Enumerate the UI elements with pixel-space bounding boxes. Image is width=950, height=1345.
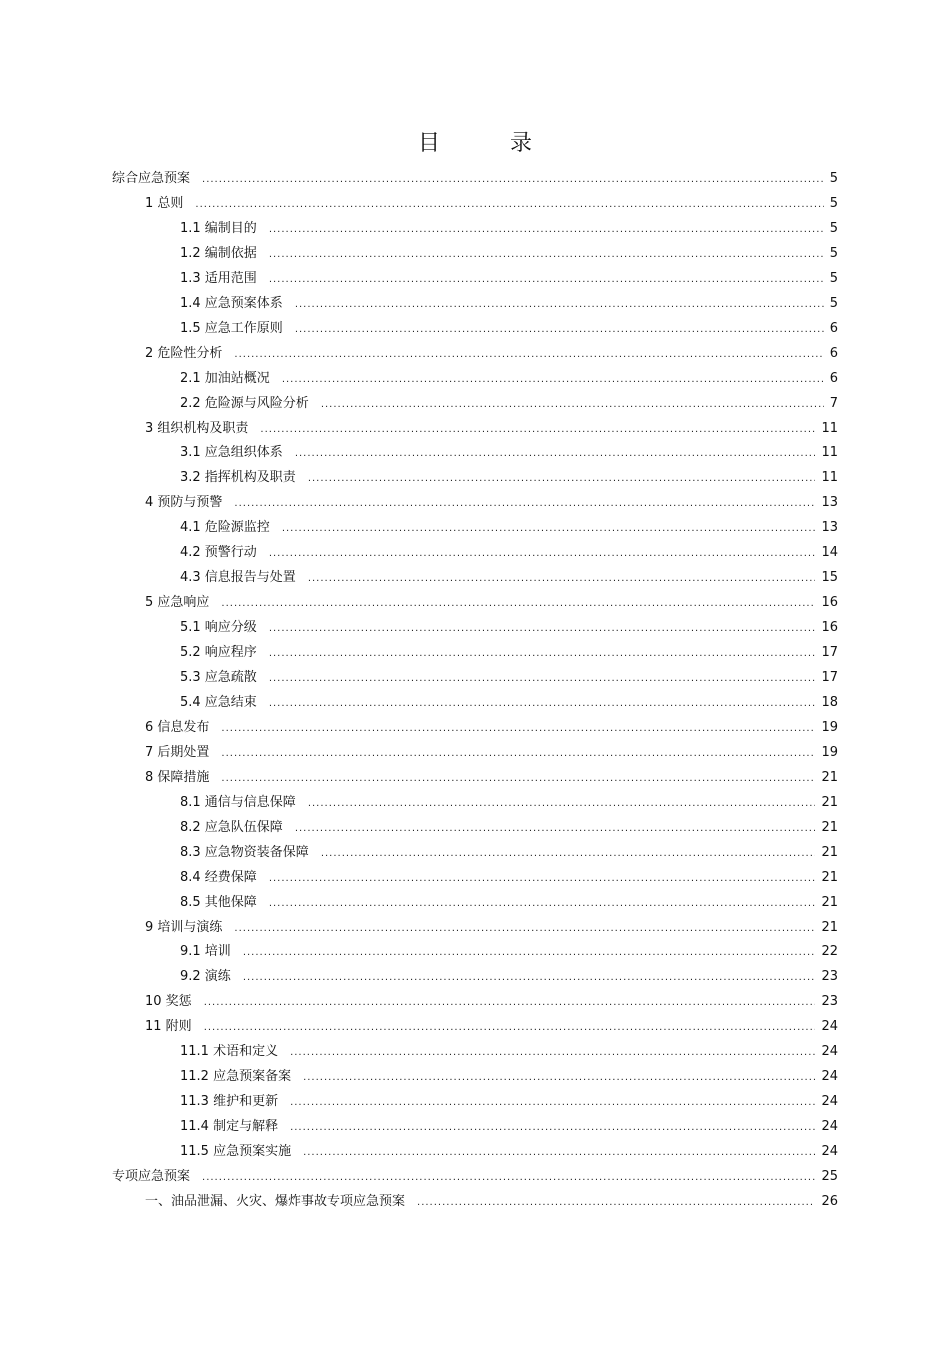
- toc-entry[interactable]: [180, 795, 838, 812]
- toc-entry-label: 5.1 响应分级: [180, 620, 257, 635]
- toc-entry-label: 1.1 编制目的: [180, 221, 257, 236]
- page-title: 目 录: [417, 131, 556, 156]
- toc-entry[interactable]: [180, 570, 838, 587]
- toc-entry-label: 一、油品泄漏、火灾、爆炸事故专项应急预案: [145, 1194, 406, 1209]
- toc-entry[interactable]: [180, 1044, 838, 1061]
- toc-entry-page: 5: [829, 196, 838, 211]
- toc-leader-dots: [202, 172, 824, 188]
- toc-entry[interactable]: [112, 171, 838, 188]
- toc-entry[interactable]: [145, 770, 838, 787]
- toc-entry-label: 4.2 预警行动: [180, 545, 257, 560]
- toc-entry-page: 5: [829, 221, 838, 236]
- toc-entry-label: 10 奖惩: [145, 994, 192, 1009]
- toc-entry-page: 23: [821, 969, 838, 984]
- toc-leader-dots: [290, 1120, 815, 1136]
- toc-entry-label: 9.2 演练: [180, 969, 231, 984]
- toc-leader-dots: [321, 397, 824, 413]
- toc-entry[interactable]: [180, 221, 838, 238]
- toc-leader-dots: [269, 896, 816, 912]
- toc-entry-page: 26: [821, 1194, 838, 1209]
- toc-entry-page: 6: [829, 346, 838, 361]
- toc-leader-dots: [195, 197, 823, 213]
- toc-leader-dots: [282, 521, 816, 537]
- toc-entry-page: 24: [821, 1144, 838, 1159]
- toc-entry-page: 6: [829, 321, 838, 336]
- toc-entry-page: 21: [821, 845, 838, 860]
- toc-entry-label: 5.3 应急疏散: [180, 670, 257, 685]
- toc-entry-page: 18: [821, 695, 838, 710]
- toc-entry-page: 5: [829, 271, 838, 286]
- toc-entry-page: 23: [821, 994, 838, 1009]
- toc-entry[interactable]: [180, 1094, 838, 1111]
- toc-entry[interactable]: [180, 944, 838, 961]
- toc-entry-page: 21: [821, 870, 838, 885]
- toc-entry[interactable]: [180, 321, 838, 338]
- toc-leader-dots: [295, 297, 824, 313]
- toc-entry[interactable]: [180, 695, 838, 712]
- toc-entry[interactable]: [112, 1169, 838, 1186]
- toc-entry-label: 3.1 应急组织体系: [180, 445, 283, 460]
- toc-entry-page: 24: [821, 1119, 838, 1134]
- toc-entry-label: 8.2 应急队伍保障: [180, 820, 283, 835]
- toc-entry-page: 7: [829, 396, 838, 411]
- toc-leader-dots: [308, 471, 816, 487]
- toc-entry-label: 3 组织机构及职责: [145, 421, 249, 436]
- toc-entry-label: 2.2 危险源与风险分析: [180, 396, 309, 411]
- toc-entry-label: 6 信息发布: [145, 720, 210, 735]
- toc-entry-page: 22: [821, 944, 838, 959]
- toc-entry[interactable]: [180, 670, 838, 687]
- toc-entry-label: 4.3 信息报告与处置: [180, 570, 296, 585]
- toc-entry-page: 21: [821, 820, 838, 835]
- toc-entry-page: 24: [821, 1069, 838, 1084]
- toc-leader-dots: [269, 222, 824, 238]
- toc-entry-page: 5: [829, 171, 838, 186]
- toc-entry-page: 17: [821, 670, 838, 685]
- toc-entry-page: 5: [829, 246, 838, 261]
- toc-entry-label: 11.1 术语和定义: [180, 1044, 279, 1059]
- toc-entry[interactable]: [180, 470, 838, 487]
- toc-entry-page: 5: [829, 296, 838, 311]
- toc-entry-label: 1.5 应急工作原则: [180, 321, 283, 336]
- toc-entry[interactable]: [145, 920, 838, 937]
- toc-entry[interactable]: [180, 870, 838, 887]
- toc-leader-dots: [290, 1095, 815, 1111]
- toc-entry-label: 综合应急预案: [112, 171, 191, 186]
- toc-entry-page: 6: [829, 371, 838, 386]
- toc-entry-label: 11.2 应急预案备案: [180, 1069, 292, 1084]
- toc-leader-dots: [282, 372, 824, 388]
- toc-entry-page: 13: [821, 495, 838, 510]
- toc-entry[interactable]: [145, 595, 838, 612]
- toc-entry[interactable]: [145, 196, 838, 213]
- toc-leader-dots: [221, 746, 815, 762]
- toc-entry-label: 8 保障措施: [145, 770, 210, 785]
- toc-entry[interactable]: [145, 745, 838, 762]
- toc-leader-dots: [295, 446, 816, 462]
- toc-entry[interactable]: [180, 296, 838, 313]
- toc-leader-dots: [234, 496, 815, 512]
- toc-entry-label: 8.5 其他保障: [180, 895, 257, 910]
- toc-entry-page: 11: [821, 421, 838, 436]
- toc-leader-dots: [303, 1145, 815, 1161]
- toc-leader-dots: [243, 970, 816, 986]
- toc-leader-dots: [269, 871, 816, 887]
- toc-leader-dots: [269, 696, 816, 712]
- toc-entry-label: 1.3 适用范围: [180, 271, 257, 286]
- toc-leader-dots: [269, 621, 816, 637]
- toc-entry[interactable]: [180, 371, 838, 388]
- toc-entry-label: 3.2 指挥机构及职责: [180, 470, 296, 485]
- toc-entry-page: 19: [821, 745, 838, 760]
- toc-leader-dots: [221, 596, 815, 612]
- toc-entry-page: 16: [821, 595, 838, 610]
- toc-entry-page: 25: [821, 1169, 838, 1184]
- toc-entry-label: 9 培训与演练: [145, 920, 223, 935]
- toc-entry-label: 1.4 应急预案体系: [180, 296, 283, 311]
- toc-entry[interactable]: [180, 620, 838, 637]
- toc-entry-page: 15: [821, 570, 838, 585]
- toc-entry-label: 1.2 编制依据: [180, 246, 257, 261]
- toc-entry[interactable]: [145, 994, 838, 1011]
- toc-entry[interactable]: [180, 645, 838, 662]
- toc-entry[interactable]: [180, 845, 838, 862]
- toc-entry[interactable]: [180, 246, 838, 263]
- toc-entry-page: 24: [821, 1094, 838, 1109]
- toc-leader-dots: [308, 571, 816, 587]
- toc-entry-label: 4 预防与预警: [145, 495, 223, 510]
- toc-entry[interactable]: [180, 445, 838, 462]
- toc-entry-label: 5.2 响应程序: [180, 645, 257, 660]
- toc-entry[interactable]: [145, 1019, 838, 1036]
- toc-entry-label: 9.1 培训: [180, 944, 231, 959]
- toc-leader-dots: [308, 796, 816, 812]
- toc-entry-label: 8.1 通信与信息保障: [180, 795, 296, 810]
- toc-leader-dots: [269, 546, 816, 562]
- toc-entry[interactable]: [180, 271, 838, 288]
- toc-entry-page: 17: [821, 645, 838, 660]
- toc-entry[interactable]: [180, 396, 838, 413]
- toc-entry[interactable]: [180, 1069, 838, 1086]
- toc-entry-page: 13: [821, 520, 838, 535]
- toc-leader-dots: [221, 771, 815, 787]
- toc-entry-page: 19: [821, 720, 838, 735]
- toc-leader-dots: [269, 646, 816, 662]
- toc-entry[interactable]: [180, 1144, 838, 1161]
- toc-entry[interactable]: [180, 820, 838, 837]
- toc-leader-dots: [221, 721, 815, 737]
- toc-entry[interactable]: [145, 720, 838, 737]
- toc-entry-page: 21: [821, 895, 838, 910]
- toc-entry[interactable]: [180, 1119, 838, 1136]
- toc-leader-dots: [321, 846, 816, 862]
- toc-leader-dots: [295, 821, 816, 837]
- toc-leader-dots: [417, 1195, 815, 1211]
- toc-entry-label: 2.1 加油站概况: [180, 371, 270, 386]
- toc-entry-label: 专项应急预案: [112, 1169, 191, 1184]
- toc-entry-label: 7 后期处置: [145, 745, 210, 760]
- toc-entry-page: 24: [821, 1044, 838, 1059]
- toc-entry-page: 21: [821, 795, 838, 810]
- toc-entry[interactable]: [145, 495, 838, 512]
- toc-entry[interactable]: [145, 1194, 838, 1211]
- toc-leader-dots: [204, 1020, 816, 1036]
- toc-entry-page: 24: [821, 1019, 838, 1034]
- toc-entry-label: 5 应急响应: [145, 595, 210, 610]
- toc-leader-dots: [234, 347, 823, 363]
- toc-leader-dots: [260, 422, 815, 438]
- toc-leader-dots: [204, 995, 816, 1011]
- toc-entry-page: 16: [821, 620, 838, 635]
- toc-entry[interactable]: [180, 895, 838, 912]
- toc-entry[interactable]: [180, 545, 838, 562]
- toc-entry-label: 1 总则: [145, 196, 184, 211]
- toc-leader-dots: [290, 1045, 815, 1061]
- toc-entry-label: 4.1 危险源监控: [180, 520, 270, 535]
- toc-entry-label: 8.3 应急物资装备保障: [180, 845, 309, 860]
- toc-entry[interactable]: [180, 969, 838, 986]
- toc-leader-dots: [269, 247, 824, 263]
- toc-entry[interactable]: [145, 421, 838, 438]
- toc-entry-label: 11 附则: [145, 1019, 192, 1034]
- toc-entry-label: 11.3 维护和更新: [180, 1094, 279, 1109]
- toc-leader-dots: [234, 921, 815, 937]
- toc-entry-page: 14: [821, 545, 838, 560]
- toc-leader-dots: [269, 272, 824, 288]
- toc-leader-dots: [202, 1170, 815, 1186]
- toc-leader-dots: [303, 1070, 815, 1086]
- toc-leader-dots: [243, 945, 816, 961]
- toc-entry[interactable]: [145, 346, 838, 363]
- toc-entry-page: 11: [821, 445, 838, 460]
- toc-entry-label: 8.4 经费保障: [180, 870, 257, 885]
- toc-entry-page: 21: [821, 770, 838, 785]
- toc-entry-label: 11.4 制定与解释: [180, 1119, 279, 1134]
- toc-entry-label: 5.4 应急结束: [180, 695, 257, 710]
- toc-entry-label: 11.5 应急预案实施: [180, 1144, 292, 1159]
- toc-entry-page: 11: [821, 470, 838, 485]
- toc-leader-dots: [295, 322, 824, 338]
- toc-leader-dots: [269, 671, 816, 687]
- toc-entry[interactable]: [180, 520, 838, 537]
- toc-entry-page: 21: [821, 920, 838, 935]
- toc-entry-label: 2 危险性分析: [145, 346, 223, 361]
